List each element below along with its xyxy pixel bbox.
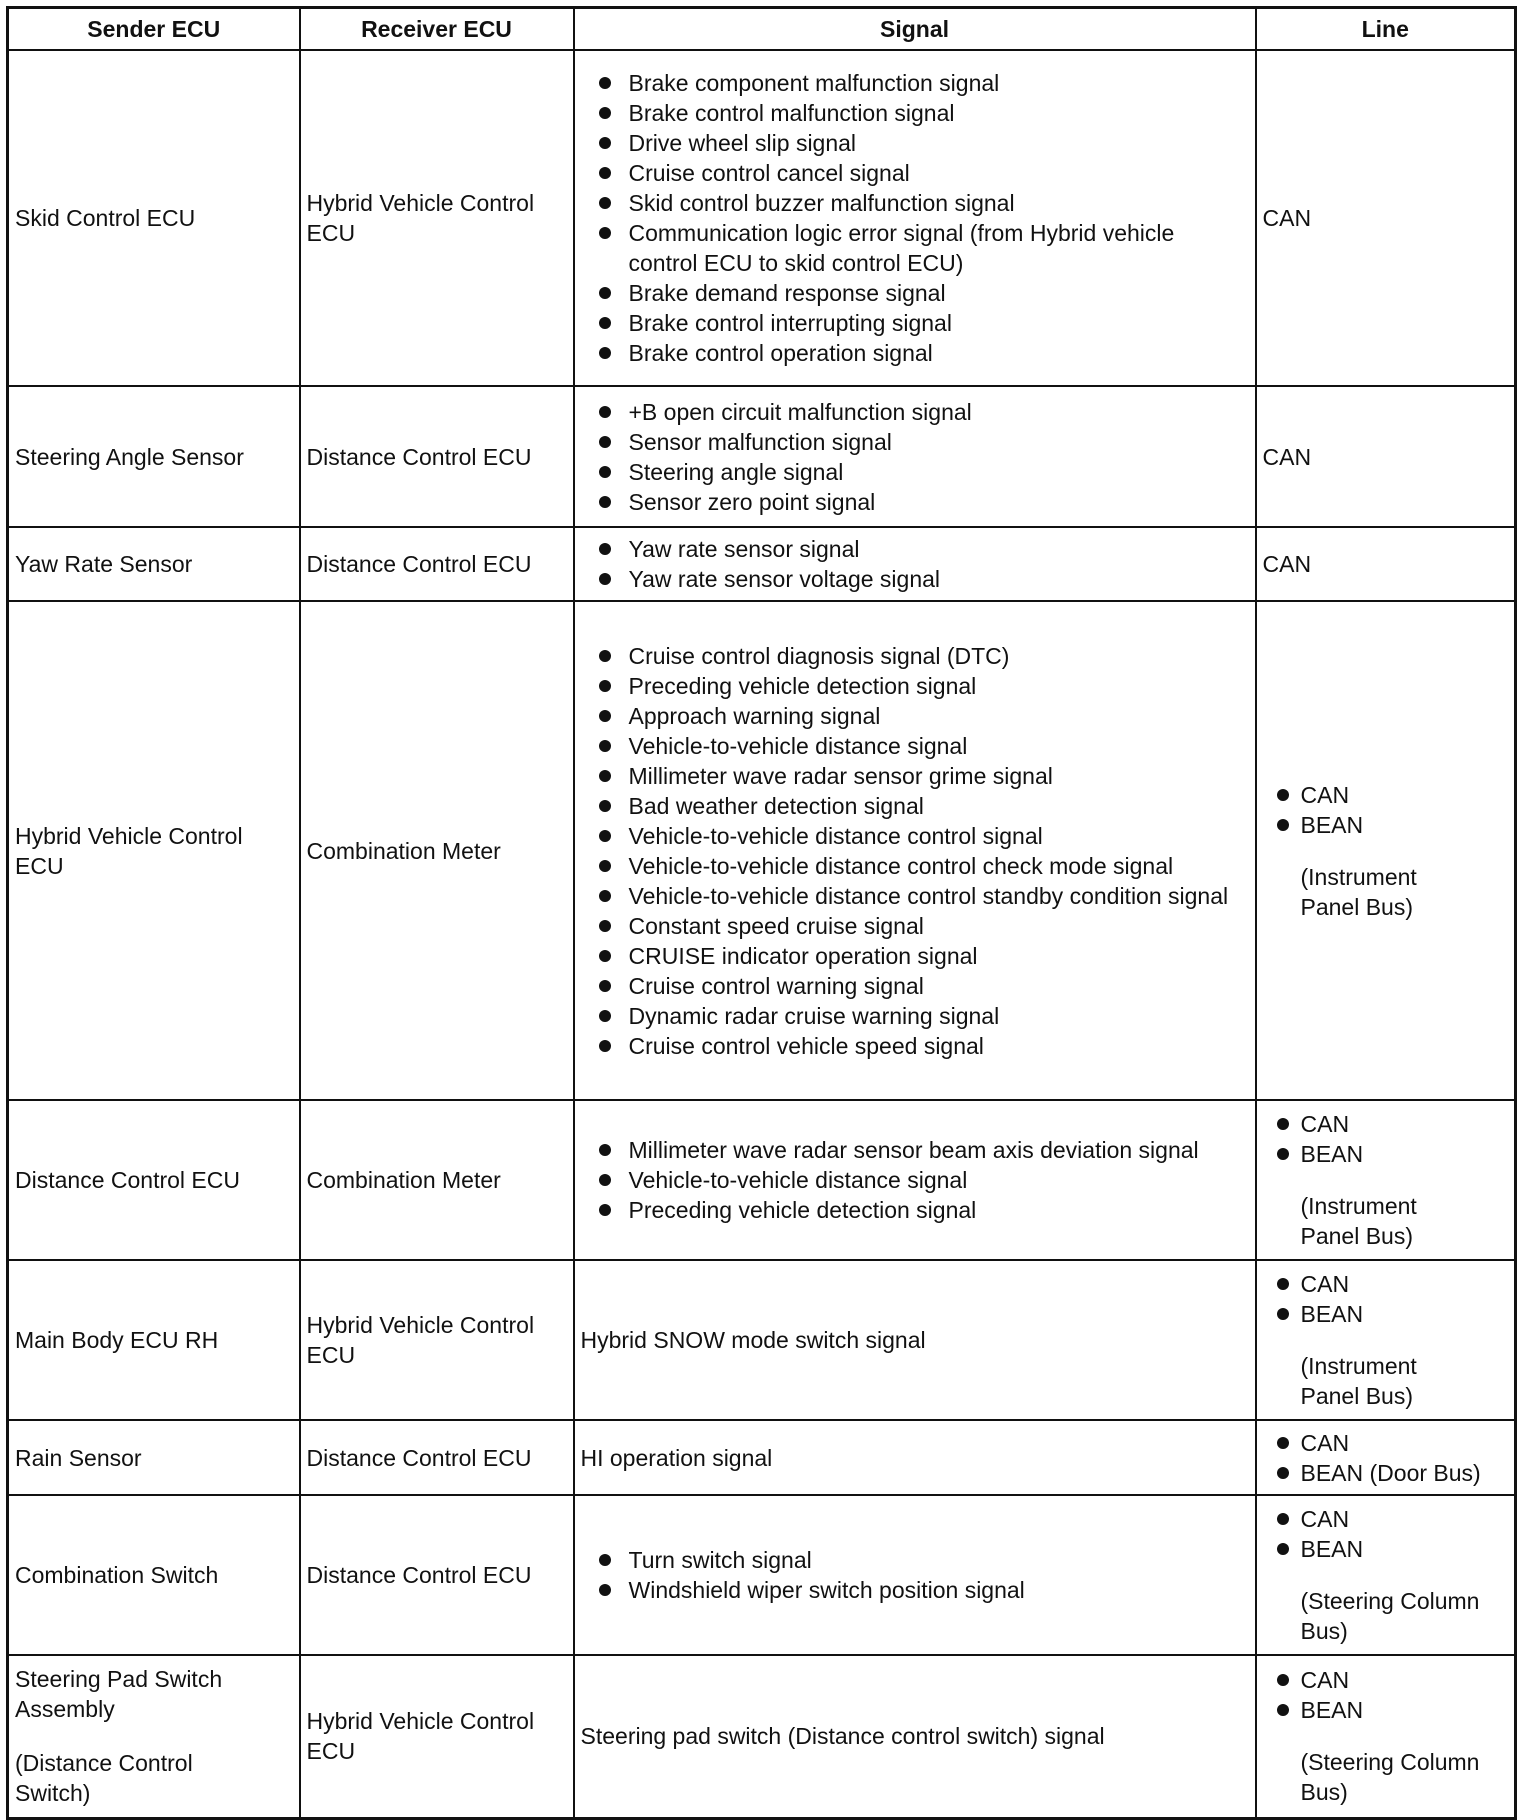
line-list xyxy=(1263,780,1509,840)
signal-item: Skid control buzzer malfunction signal xyxy=(581,188,1249,218)
line-bus-note: (Instrument Panel Bus) xyxy=(1300,1193,1417,1249)
signal-item: Cruise control vehicle speed signal xyxy=(581,1031,1249,1061)
signal-item: Constant speed cruise signal xyxy=(581,911,1249,941)
line-item: CAN xyxy=(1263,1504,1509,1534)
line-list xyxy=(1263,1428,1509,1488)
sender-ecu-name: Rain Sensor xyxy=(15,1444,142,1471)
sender-ecu-cell xyxy=(8,386,300,527)
line-item: BEAN xyxy=(1263,1299,1509,1329)
signal-item: Yaw rate sensor voltage signal xyxy=(581,564,1249,594)
signal-item: Vehicle-to-vehicle distance signal xyxy=(581,1165,1249,1195)
header-signal: Signal xyxy=(574,8,1256,51)
sender-ecu-name: Main Body ECU RH xyxy=(15,1327,219,1353)
signal-item: Preceding vehicle detection signal xyxy=(581,671,1249,701)
line-item: BEAN (Door Bus) xyxy=(1263,1458,1509,1488)
line-item: CAN xyxy=(1263,780,1509,810)
receiver-ecu-cell: Hybrid Vehicle Control ECU xyxy=(300,1655,574,1818)
line-item: BEAN xyxy=(1263,1695,1509,1725)
sender-ecu-note: (Distance Control Switch) xyxy=(15,1750,193,1807)
signal-cell xyxy=(574,1420,1256,1495)
signal-item: Drive wheel slip signal xyxy=(581,128,1249,158)
sender-ecu-name: Steering Angle Sensor xyxy=(15,443,244,470)
sender-ecu-cell xyxy=(8,601,300,1100)
line-cell xyxy=(1256,1100,1516,1260)
signal-item: Sensor malfunction signal xyxy=(581,427,1249,457)
signal-table-sheet xyxy=(6,6,1514,1814)
receiver-ecu-cell: Distance Control ECU xyxy=(300,1495,574,1655)
line-text: CAN xyxy=(1262,551,1312,577)
line-cell xyxy=(1256,1260,1516,1420)
signal-item: CRUISE indicator operation signal xyxy=(581,941,1249,971)
table-row xyxy=(8,1100,1516,1260)
header-sender-ecu: Sender ECU xyxy=(8,8,300,51)
signal-item: Brake control interrupting signal xyxy=(581,308,1249,338)
header-receiver-ecu: Receiver ECU xyxy=(300,8,574,51)
sender-ecu-name: Skid Control ECU xyxy=(15,205,196,231)
line-item: BEAN xyxy=(1263,810,1509,840)
signal-item: Windshield wiper switch position signal xyxy=(581,1575,1249,1605)
table-row xyxy=(8,1420,1516,1495)
signal-item: Preceding vehicle detection signal xyxy=(581,1195,1249,1225)
table-row xyxy=(8,601,1516,1100)
receiver-ecu-cell: Distance Control ECU xyxy=(300,1420,574,1495)
signal-item: Millimeter wave radar sensor beam axis deviation signal xyxy=(581,1135,1249,1165)
signal-cell xyxy=(574,1260,1256,1420)
signal-cell xyxy=(574,601,1256,1100)
sender-ecu-cell xyxy=(8,1495,300,1655)
sender-ecu-name: Distance Control ECU xyxy=(15,1167,240,1193)
line-text: CAN xyxy=(1262,205,1312,231)
signal-item: Vehicle-to-vehicle distance control signal xyxy=(581,821,1249,851)
line-cell xyxy=(1256,601,1516,1100)
sender-ecu-cell xyxy=(8,1260,300,1420)
signal-item: Vehicle-to-vehicle distance control check mode signal xyxy=(581,851,1249,881)
line-list xyxy=(1263,1665,1509,1725)
sender-ecu-cell xyxy=(8,1100,300,1260)
line-list xyxy=(1263,1269,1509,1329)
sender-ecu-name: Yaw Rate Sensor xyxy=(15,551,193,577)
line-list xyxy=(1263,1504,1509,1564)
table-row xyxy=(8,50,1516,386)
line-item: CAN xyxy=(1263,1665,1509,1695)
signal-list xyxy=(581,397,1249,517)
line-item: BEAN xyxy=(1263,1534,1509,1564)
line-item: CAN xyxy=(1263,1269,1509,1299)
signal-item: Cruise control diagnosis signal (DTC) xyxy=(581,641,1249,671)
receiver-ecu-cell: Distance Control ECU xyxy=(300,386,574,527)
signal-item: Brake demand response signal xyxy=(581,278,1249,308)
line-text: CAN xyxy=(1262,443,1312,470)
line-cell xyxy=(1256,1420,1516,1495)
signal-cell xyxy=(574,1655,1256,1818)
signal-item: Brake control malfunction signal xyxy=(581,98,1249,128)
signal-item: Cruise control warning signal xyxy=(581,971,1249,1001)
sender-ecu-cell xyxy=(8,50,300,386)
signal-item: Millimeter wave radar sensor grime signal xyxy=(581,761,1249,791)
signal-item: Communication logic error signal (from Hybrid vehicle control ECU to skid control ECU) xyxy=(581,218,1249,278)
sender-ecu-cell xyxy=(8,527,300,601)
sender-ecu-name: Combination Switch xyxy=(15,1562,219,1588)
sender-ecu-cell xyxy=(8,1655,300,1818)
ecu-signal-table xyxy=(6,6,1517,1820)
signal-text: HI operation signal xyxy=(580,1444,773,1471)
signal-list xyxy=(581,1135,1249,1225)
signal-item: Brake component malfunction signal xyxy=(581,68,1249,98)
signal-text: Steering pad switch (Distance control switch) signal xyxy=(580,1723,1105,1750)
signal-cell xyxy=(574,527,1256,601)
line-bus-note: (Instrument Panel Bus) xyxy=(1300,863,1417,920)
signal-item: Vehicle-to-vehicle distance signal xyxy=(581,731,1249,761)
signal-item: Steering angle signal xyxy=(581,457,1249,487)
line-bus-note: (Instrument Panel Bus) xyxy=(1300,1353,1417,1409)
receiver-ecu-cell: Hybrid Vehicle Control ECU xyxy=(300,1260,574,1420)
line-item: CAN xyxy=(1263,1109,1509,1139)
signal-item: +B open circuit malfunction signal xyxy=(581,397,1249,427)
table-row xyxy=(8,527,1516,601)
signal-item: Brake control operation signal xyxy=(581,338,1249,368)
table-row xyxy=(8,1260,1516,1420)
sender-ecu-name: Hybrid Vehicle Control ECU xyxy=(15,822,243,879)
header-line: Line xyxy=(1256,8,1516,51)
table-row xyxy=(8,1495,1516,1655)
table-row xyxy=(8,1655,1516,1818)
line-bus-note: (Steering Column Bus) xyxy=(1300,1749,1480,1806)
receiver-ecu-cell: Combination Meter xyxy=(300,601,574,1100)
signal-list xyxy=(581,534,1249,594)
signal-cell xyxy=(574,50,1256,386)
line-list xyxy=(1263,1109,1509,1169)
signal-cell xyxy=(574,1495,1256,1655)
signal-item: Cruise control cancel signal xyxy=(581,158,1249,188)
receiver-ecu-cell: Hybrid Vehicle Control ECU xyxy=(300,50,574,386)
sender-ecu-name: Steering Pad Switch Assembly xyxy=(15,1666,223,1723)
receiver-ecu-cell: Distance Control ECU xyxy=(300,527,574,601)
signal-list xyxy=(581,641,1249,1061)
line-cell xyxy=(1256,1655,1516,1818)
line-bus-note: (Steering Column Bus) xyxy=(1300,1588,1480,1644)
signal-item: Approach warning signal xyxy=(581,701,1249,731)
line-item: BEAN xyxy=(1263,1139,1509,1169)
receiver-ecu-cell: Combination Meter xyxy=(300,1100,574,1260)
signal-item: Vehicle-to-vehicle distance control standby condition signal xyxy=(581,881,1249,911)
signal-item: Yaw rate sensor signal xyxy=(581,534,1249,564)
signal-item: Bad weather detection signal xyxy=(581,791,1249,821)
sender-ecu-cell xyxy=(8,1420,300,1495)
signal-list xyxy=(581,1545,1249,1605)
header-row xyxy=(8,8,1516,51)
signal-list xyxy=(581,68,1249,368)
line-cell xyxy=(1256,527,1516,601)
line-cell xyxy=(1256,386,1516,527)
line-cell xyxy=(1256,1495,1516,1655)
table-body xyxy=(8,50,1516,1818)
signal-item: Turn switch signal xyxy=(581,1545,1249,1575)
signal-cell xyxy=(574,1100,1256,1260)
signal-text: Hybrid SNOW mode switch signal xyxy=(580,1327,926,1353)
line-cell xyxy=(1256,50,1516,386)
table-row xyxy=(8,386,1516,527)
signal-item: Dynamic radar cruise warning signal xyxy=(581,1001,1249,1031)
line-item: CAN xyxy=(1263,1428,1509,1458)
signal-item: Sensor zero point signal xyxy=(581,487,1249,517)
signal-cell xyxy=(574,386,1256,527)
